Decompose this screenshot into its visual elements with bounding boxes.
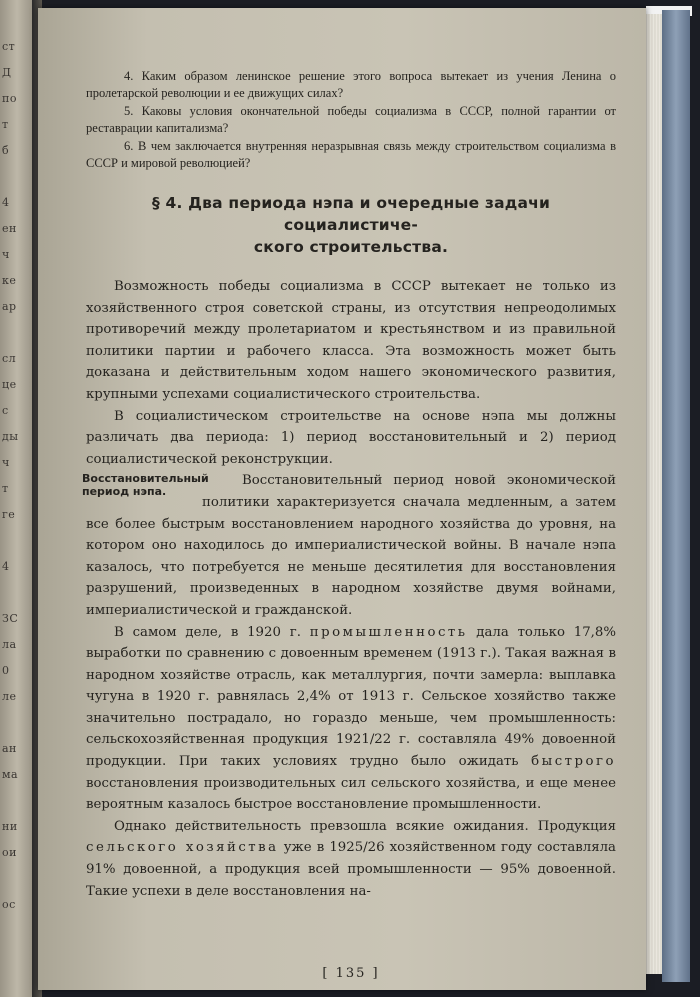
paragraph-4-end: восстановления производительных сил сельского хозяйства, и еще менее вероятным казалось быстрое восстановление промышленности.: [86, 775, 616, 813]
left-page-fragment: сл: [2, 352, 17, 365]
paragraph-4-emphasis-2: быстрого: [531, 754, 617, 770]
left-page-fragment: ле: [2, 690, 17, 703]
left-page-fragment: т: [2, 482, 9, 495]
paragraph-3: Восстановительный период новой экономической политики характеризуется сначала медленным, а затем все более быстрым восстановлением народного хозяйства до уровня, на котором оно находилось до империалистической войны. В начале нэпа казалось, что потребуется не меньше десятилетия для восстановления разрушений, произведенных в народном хозяйстве двумя войнами, империалистической и гражданской.: [86, 473, 616, 618]
page-content: [82, 68, 617, 981]
left-page-fragment: 4: [2, 560, 10, 573]
question-6: 6. В чем заключается внутренняя неразрывная связь между строительством социализма в СССР и мировой революцией?: [86, 139, 616, 170]
left-page-fragment: ои: [2, 846, 17, 859]
left-page-fragment: ни: [2, 820, 18, 833]
section-heading: [86, 192, 616, 258]
left-page-fragment: ос: [2, 898, 16, 911]
left-page-fragment: ч: [2, 456, 10, 469]
left-page-fragment: ар: [2, 300, 17, 313]
paragraph-5: [86, 816, 616, 902]
left-page-fragment: ге: [2, 508, 16, 521]
book-page: [38, 8, 646, 990]
left-page-fragment: ла: [2, 638, 17, 651]
paragraph-2: В социалистическом строительстве на основе нэпа мы должны различать два периода: 1) период восстановительный и 2) период социалистической реконструкции.: [86, 408, 616, 467]
left-page-fragment: 4: [2, 196, 10, 209]
left-page-fragment: ЗС: [2, 612, 19, 625]
left-page-fragment: ен: [2, 222, 17, 235]
left-page-fragment: т: [2, 118, 9, 131]
left-page-fragment: по: [2, 92, 17, 105]
left-page-fragment: ст: [2, 40, 16, 53]
left-page-fragment: ч: [2, 248, 10, 261]
paragraph-4: [86, 622, 616, 816]
left-page-fragment: с: [2, 404, 9, 417]
review-questions: [86, 68, 616, 172]
left-page-fragment: це: [2, 378, 17, 391]
paragraph-5-end: уже в 1925/26 хозяйственном году составляла 91% довоенной, а продукция всей промышленности — 95% довоенной. Такие успехи в деле восстановления на-: [86, 840, 616, 899]
left-page-fragment: 0: [2, 664, 10, 677]
paragraph-1: Возможность победы социализма в СССР вытекает не только из хозяйственного строя советской страны, из отсутствия непреодолимых противоречий между пролетариатом и крестьянством и из правильной политики партии и рабочего класса. Эта возможность может быть доказана и действительным ходом нашего экономического развития, крупными успехами социалистического строительства.: [86, 279, 616, 402]
left-page-fragment: Д: [2, 66, 12, 79]
page-number: [ 135 ]: [322, 966, 380, 981]
left-page-fragment: ан: [2, 742, 17, 755]
body-text: [82, 276, 617, 902]
paragraph-5-start: Однако действительность превзошла всякие ожидания. Продукция: [114, 818, 616, 834]
paragraph-3-block: [82, 470, 616, 621]
left-page-fragment: ма: [2, 768, 19, 781]
paragraph-4-emphasis: промышленность: [309, 624, 468, 640]
section-heading-line-2: ского строительства.: [253, 238, 449, 256]
left-page-fragment: ды: [2, 430, 19, 443]
marginal-note: Восстановительный период нэпа.: [82, 472, 209, 499]
question-5: 5. Каковы условия окончательной победы социализма в СССР, полной гарантии от реставрации капитализма?: [86, 104, 616, 135]
question-4: 4. Каким образом ленинское решение этого вопроса вытекает из учения Ленина о пролетарской революции и ее движущих силах?: [86, 69, 616, 100]
paragraph-4-middle: дала только 17,8% выработки по сравнению с довоенным временем (1913 г.). Такая важная в народном хозяйстве отрасль, как металлургия, почти замерла: выплавка чугуна в 1920 г. равнялась 2,4% от 1913 г. Сельское хозяйство также значительно пострадало, но гораздо меньше, чем промышленность: сельскохозяйственная продукция 1921/22 г. составляла 49% довоенной продукции. При таких условиях трудно было ожидать: [86, 624, 616, 770]
paragraph-4-start: В самом деле, в 1920 г.: [114, 624, 301, 640]
paragraph-5-emphasis: сельского хозяйства: [86, 840, 279, 856]
left-page-fragment: ке: [2, 274, 17, 287]
section-heading-line-1: § 4. Два периода нэпа и очередные задачи социалистиче-: [151, 194, 551, 234]
book-cover: [662, 10, 690, 982]
left-page-fragment: б: [2, 144, 10, 157]
